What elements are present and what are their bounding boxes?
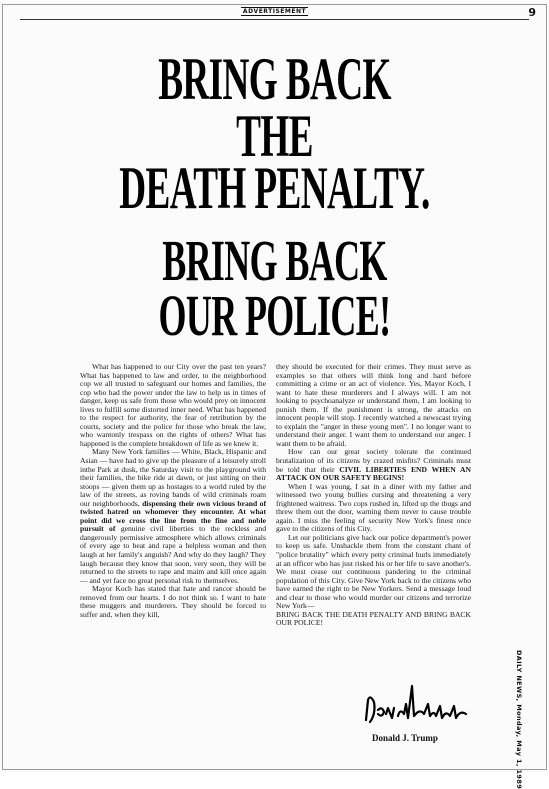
paragraph: Mayor Koch has stated that hate and rancor should be removed from our hearts. I do not think so. I want to hate these muggers and murderers. They should be forced to suffer and, when they kill, bbox=[80, 584, 266, 619]
headline-line-4: BRING BACK bbox=[162, 228, 387, 293]
body-column-left bbox=[80, 363, 266, 619]
advertisement-label: ADVERTISEMENT bbox=[242, 8, 307, 15]
paragraph: they should be executed for their crimes. They must serve as examples so that others will think long and hard before committing a crime or an act of violence. Yes, Mayor Koch, I want to hate these murderers and I always will. I am not looking to psychoanalyze or understand them, I am looking to punish them. If the punishment is strong, the attacks on innocent people will stop. I recently watched a newscast trying to explain the "anger in these young men". I no longer want to understand their anger. I want them to understand our anger. I want them to be afraid. bbox=[276, 362, 471, 448]
signature-image bbox=[362, 680, 472, 732]
headline-line-5: OUR POLICE! bbox=[158, 283, 391, 348]
headline-line-2: THE bbox=[236, 103, 313, 169]
paragraph-text: How can our great society tolerate the continued brutalization of its citizens by crazed misfits? Criminals must be told that their bbox=[276, 447, 471, 474]
signature-name: Donald J. Trump bbox=[372, 733, 438, 743]
bold-text: CIVIL LIBERTIES END WHEN AN ATTACK ON OUR SAFETY BEGINS! bbox=[276, 464, 471, 483]
paragraph: What has happened to our City over the past ten years? What has happened to law and order, to the neighborhood cop we all trusted to safeguard our homes and families, the cop who had the power under the law to help us in times of danger, keep us safe from those who would prey on innocent lives to fulfill some distorted inner need. What has happened to the respect for authority, the fear of retribution by the courts, society and the police for those who break the law, who wantonly trespass on the rights of others? What has happened is the complete breakdown of life as we knew it. bbox=[80, 362, 266, 448]
closing-text: BRING BACK THE DEATH PENALTY AND BRING BACK OUR POLICE! bbox=[276, 609, 471, 628]
paragraph bbox=[80, 448, 266, 585]
paragraph bbox=[276, 534, 471, 628]
headline-line-3: DEATH PENALTY. bbox=[119, 155, 430, 221]
page-number: 9 bbox=[528, 6, 536, 19]
body-column-right bbox=[276, 363, 471, 628]
paragraph-text: genuine civil liberties to the reckless and dangerously permissive atmosphere which allows criminals of every age to beat and rape a helpless woman and then laugh at her family's anguish? And why do they laugh? They laugh because they know that soon, very soon, they will be returned to the streets to rape and maim and kill once again — and yet face no great personal risk to themselves. bbox=[80, 524, 266, 585]
bold-text: dispensing their own vicious brand of twisted hatred on whomever they encounter. At what point did we cross the line from the fine and noble pursuit of bbox=[80, 498, 266, 534]
top-rule bbox=[20, 19, 529, 20]
paragraph-text: Many New York families — White, Black, Hispanic and Asian — have had to give up the pleasure of a leisurely stroll inthe Park at dusk, the Saturday visit to the playground with their families, the bike ride at dawn, or just sitting on their stoops — given them up as hostages to a world ruled by the law of the streets, as roving bands of wild criminals roam our neighborhoods, bbox=[80, 447, 266, 508]
paragraph-text: Let our politicians give back our police department's power to keep us safe. Unshackle them from the constant chant of "police brutality" which every petty criminal hurls immediately at an officer who has just risked his or her life to save another's. We must cease our continuous pandering to the criminal population of this City. Give New York back to the citizens who have earned the right to be New Yorkers. Send a message loud and clear to those who would murder our citizens and terrorize New York— bbox=[276, 532, 471, 611]
side-caption: DAILY NEWS, Monday, May 1, 1989 bbox=[515, 650, 523, 789]
paragraph: When I was young, I sat in a diner with my father and witnessed two young bullies cursing and threatening a very frightened waitress. Two cops rushed in, lifted up the thugs and threw them out the door, warning them never to cause trouble again. I miss the feeling of security New York's finest once gave to the citizens of this City. bbox=[276, 481, 471, 534]
paragraph bbox=[276, 448, 471, 482]
headline-line-1: BRING BACK bbox=[158, 46, 391, 112]
